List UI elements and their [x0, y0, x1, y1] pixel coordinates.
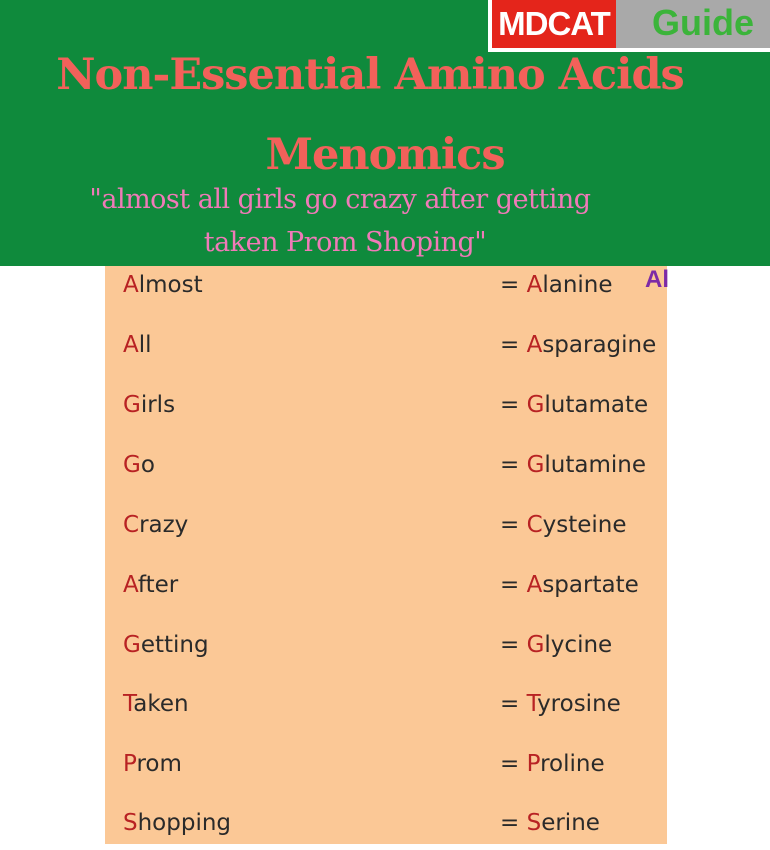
- word-rest: aken: [133, 691, 189, 717]
- mnemonic-word: [123, 632, 209, 658]
- word-rest: irls: [140, 392, 176, 418]
- header-banner: [0, 0, 770, 266]
- equals-sign: =: [500, 691, 527, 717]
- amino-acid: [500, 452, 646, 478]
- word-rest: ll: [138, 332, 152, 358]
- equals-sign: =: [500, 572, 527, 598]
- mnemonic-word: [123, 452, 155, 478]
- acid-initial: G: [526, 632, 545, 658]
- mnemonic-word: [123, 272, 203, 298]
- acid-rest: lutamine: [544, 452, 647, 478]
- table-row: [105, 810, 667, 850]
- table-row: [105, 632, 667, 672]
- mnemonic-word: [123, 751, 182, 777]
- mdcat-guide-logo: [488, 0, 770, 52]
- table-row: [105, 332, 667, 372]
- amino-acid: [500, 332, 656, 358]
- amino-acid: [500, 810, 600, 836]
- word-initial: A: [123, 272, 139, 298]
- acid-initial: A: [526, 572, 543, 598]
- word-initial: T: [123, 691, 134, 717]
- mnemonic-word: [123, 332, 152, 358]
- word-initial: C: [123, 512, 140, 538]
- word-initial: S: [123, 810, 138, 836]
- acid-rest: sparagine: [542, 332, 657, 358]
- amino-acid: [500, 512, 627, 538]
- acid-initial: A: [526, 332, 543, 358]
- equals-sign: =: [500, 392, 527, 418]
- table-row: [105, 572, 667, 612]
- table-row: [105, 691, 667, 731]
- mnemonic-word: [123, 392, 175, 418]
- logo-left-text: MDCAT: [492, 0, 616, 48]
- acid-rest: ysteine: [542, 512, 627, 538]
- acid-rest: spartate: [542, 572, 639, 598]
- equals-sign: =: [500, 272, 527, 298]
- mnemonic-word: [123, 691, 189, 717]
- word-rest: rom: [136, 751, 182, 777]
- amino-acid: [500, 691, 621, 717]
- word-rest: razy: [139, 512, 189, 538]
- table-row: [105, 512, 667, 552]
- acid-initial: A: [526, 272, 543, 298]
- acid-initial: C: [526, 512, 543, 538]
- acid-rest: roline: [540, 751, 605, 777]
- acid-initial: G: [526, 452, 545, 478]
- amino-acid: [500, 392, 648, 418]
- equals-sign: =: [500, 632, 527, 658]
- mnemonic-line2: taken Prom Shoping": [203, 227, 487, 258]
- acid-initial: G: [526, 392, 545, 418]
- logo-right-text: Guide: [616, 0, 770, 48]
- acid-initial: P: [526, 751, 541, 777]
- table-row: [105, 272, 667, 312]
- table-row: [105, 452, 667, 492]
- word-rest: o: [140, 452, 155, 478]
- page-title-line2: Menomics: [265, 130, 505, 180]
- word-initial: G: [123, 632, 141, 658]
- word-rest: etting: [140, 632, 209, 658]
- equals-sign: =: [500, 751, 527, 777]
- acid-rest: erine: [541, 810, 600, 836]
- equals-sign: =: [500, 512, 527, 538]
- acid-rest: lanine: [542, 272, 613, 298]
- word-initial: G: [123, 452, 141, 478]
- word-initial: P: [123, 751, 137, 777]
- mnemonic-table: [105, 266, 667, 844]
- acid-initial: S: [526, 810, 542, 836]
- page-title-line1: Non-Essential Amino Acids: [56, 50, 684, 100]
- mnemonic-word: [123, 810, 231, 836]
- mnemonic-word: [123, 512, 188, 538]
- equals-sign: =: [500, 452, 527, 478]
- word-initial: A: [123, 332, 139, 358]
- word-rest: hopping: [137, 810, 232, 836]
- mnemonic-word: [123, 572, 178, 598]
- word-rest: lmost: [138, 272, 203, 298]
- equals-sign: =: [500, 810, 527, 836]
- word-initial: A: [123, 572, 138, 598]
- amino-acid: [500, 572, 639, 598]
- acid-initial: T: [526, 691, 538, 717]
- equals-sign: =: [500, 332, 527, 358]
- corner-label: Al: [645, 266, 669, 293]
- amino-acid: [500, 751, 605, 777]
- word-initial: G: [123, 392, 141, 418]
- word-rest: fter: [137, 572, 179, 598]
- acid-rest: yrosine: [537, 691, 621, 717]
- acid-rest: lutamate: [544, 392, 649, 418]
- table-row: [105, 392, 667, 432]
- acid-rest: lycine: [544, 632, 613, 658]
- table-row: [105, 751, 667, 791]
- amino-acid: [500, 632, 612, 658]
- mnemonic-line1: "almost all girls go crazy after getting: [89, 184, 591, 215]
- amino-acid: [500, 272, 613, 298]
